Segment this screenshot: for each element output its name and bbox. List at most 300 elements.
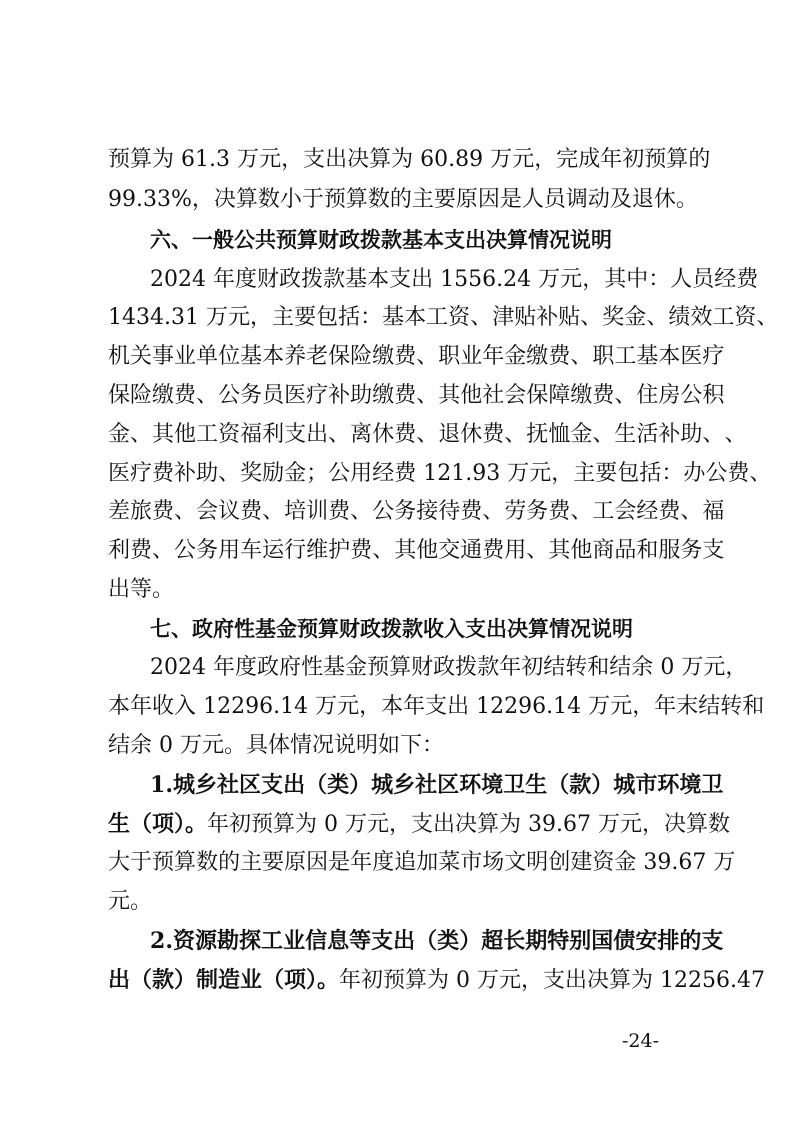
glyph bbox=[174, 148, 181, 172]
glyph bbox=[531, 268, 538, 292]
glyph bbox=[206, 656, 213, 680]
glyph: 贴 bbox=[514, 305, 537, 330]
glyph: 行 bbox=[284, 538, 307, 563]
glyph: 业 bbox=[460, 344, 483, 369]
glyph: 类 bbox=[327, 772, 350, 798]
glyph: 积 bbox=[702, 383, 725, 408]
glyph: 市 bbox=[635, 772, 658, 798]
glyph: ： bbox=[648, 267, 671, 292]
glyph: 为 bbox=[152, 147, 175, 172]
glyph: 费 bbox=[482, 422, 505, 447]
glyph: 离 bbox=[350, 422, 373, 447]
glyph: ， bbox=[534, 147, 557, 172]
glyph: 、 bbox=[416, 422, 439, 447]
glyph: 助 bbox=[680, 422, 703, 447]
glyph: 奖 bbox=[602, 305, 625, 330]
glyph: 4 bbox=[567, 694, 582, 719]
glyph: 金 bbox=[108, 422, 131, 447]
glyph: （ bbox=[415, 928, 438, 954]
body-text-line bbox=[108, 850, 736, 875]
glyph: 务 bbox=[196, 538, 219, 563]
glyph: 补 bbox=[536, 305, 559, 330]
glyph: 、 bbox=[130, 422, 153, 447]
glyph: . bbox=[273, 694, 281, 719]
glyph: 拨 bbox=[455, 655, 478, 680]
glyph: 工 bbox=[592, 499, 615, 524]
glyph: 收 bbox=[152, 694, 175, 719]
glyph: 9 bbox=[518, 694, 533, 719]
glyph: 度 bbox=[235, 267, 258, 292]
glyph: 待 bbox=[438, 499, 461, 524]
glyph: 本 bbox=[262, 344, 285, 369]
glyph: 保 bbox=[328, 344, 351, 369]
glyph: 度 bbox=[372, 850, 395, 875]
glyph: 万 bbox=[538, 267, 561, 292]
glyph: 障 bbox=[548, 383, 571, 408]
glyph: 主 bbox=[240, 850, 263, 875]
glyph: 5 bbox=[454, 267, 469, 292]
glyph: 其 bbox=[438, 383, 461, 408]
glyph: 、 bbox=[570, 344, 593, 369]
glyph: 原 bbox=[284, 850, 307, 875]
glyph: 余 bbox=[631, 655, 654, 680]
glyph: 员 bbox=[262, 383, 285, 408]
text-run: 年初预算为 0 万元，支出决算为 39.67 万元，决算数 bbox=[207, 812, 730, 837]
glyph: 基 bbox=[240, 344, 263, 369]
glyph: 用 bbox=[350, 461, 373, 486]
glyph: 、 bbox=[174, 499, 197, 524]
glyph: 城 bbox=[613, 772, 636, 798]
glyph: 务 bbox=[680, 538, 703, 563]
glyph: 2 bbox=[504, 694, 519, 719]
body-text-line bbox=[150, 655, 748, 680]
glyph: 年 bbox=[600, 147, 623, 172]
glyph: 费 bbox=[548, 499, 571, 524]
glyph: 公 bbox=[372, 499, 395, 524]
glyph: 护 bbox=[328, 538, 351, 563]
glyph: 转 bbox=[720, 694, 743, 719]
glyph: 场 bbox=[482, 850, 505, 875]
glyph: 2 bbox=[231, 694, 246, 719]
glyph: 费 bbox=[592, 383, 615, 408]
glyph: . bbox=[465, 461, 473, 486]
glyph: 资 bbox=[218, 422, 241, 447]
item-heading-tail: 出（款）制造业（项）。 bbox=[108, 967, 340, 993]
glyph: 于 bbox=[130, 850, 153, 875]
glyph: 2 bbox=[178, 267, 192, 292]
glyph: 源 bbox=[195, 928, 218, 954]
glyph: 环 bbox=[657, 772, 680, 798]
glyph: ， bbox=[250, 305, 273, 330]
glyph: 城 bbox=[371, 772, 394, 798]
glyph: 6 bbox=[259, 694, 274, 719]
glyph: 6 bbox=[482, 267, 497, 292]
glyph: 经 bbox=[714, 267, 737, 292]
glyph: 1 bbox=[476, 694, 491, 719]
glyph bbox=[581, 695, 588, 719]
glyph: 初 bbox=[622, 147, 645, 172]
glyph: 、 bbox=[470, 305, 493, 330]
glyph: 费 bbox=[727, 461, 750, 486]
body-text-line bbox=[108, 812, 730, 836]
glyph: 3 bbox=[486, 461, 501, 486]
glyph: 他 bbox=[416, 538, 439, 563]
body-text-line bbox=[108, 694, 765, 719]
glyph: 奖 bbox=[240, 461, 263, 486]
glyph: 万 bbox=[588, 694, 611, 719]
glyph: 险 bbox=[350, 344, 373, 369]
glyph: 末 bbox=[676, 694, 699, 719]
glyph: 本 bbox=[404, 305, 427, 330]
glyph: 贴 bbox=[558, 305, 581, 330]
body-text-line bbox=[108, 422, 747, 447]
glyph: 活 bbox=[636, 422, 659, 447]
glyph: ： bbox=[661, 461, 684, 486]
glyph: 中 bbox=[626, 267, 649, 292]
glyph: 、 bbox=[570, 499, 593, 524]
glyph: 9 bbox=[245, 694, 260, 719]
glyph: 劳 bbox=[504, 499, 527, 524]
glyph: 8 bbox=[455, 147, 470, 172]
glyph: 括 bbox=[639, 461, 662, 486]
item-heading-line bbox=[150, 772, 724, 798]
glyph: 基 bbox=[636, 344, 659, 369]
glyph: 万 bbox=[507, 461, 530, 486]
glyph: 资 bbox=[734, 305, 757, 330]
glyph: 费 bbox=[482, 538, 505, 563]
glyph: 位 bbox=[218, 344, 241, 369]
glyph: 预 bbox=[644, 147, 667, 172]
glyph: 为 bbox=[391, 147, 414, 172]
body-text-line bbox=[108, 968, 765, 992]
glyph: ： bbox=[360, 305, 383, 330]
glyph: 乡 bbox=[393, 772, 416, 798]
glyph: 、 bbox=[702, 422, 725, 447]
glyph: 培 bbox=[284, 499, 307, 524]
glyph: 3 bbox=[643, 850, 658, 875]
glyph: ， bbox=[582, 267, 605, 292]
item-heading-tail: 生（项）。 bbox=[108, 811, 208, 837]
glyph: 公 bbox=[328, 461, 351, 486]
glyph: 结 bbox=[543, 655, 566, 680]
glyph: 社 bbox=[217, 772, 240, 798]
glyph: 休 bbox=[460, 422, 483, 447]
glyph: 卫 bbox=[701, 772, 724, 798]
glyph: 人 bbox=[670, 267, 693, 292]
glyph: 类 bbox=[437, 928, 460, 954]
section-heading: 六、一般公共预算财政拨款基本支出决算情况说明 bbox=[150, 228, 612, 252]
glyph: 公 bbox=[680, 383, 703, 408]
glyph: 出 bbox=[393, 928, 416, 954]
body-text-line bbox=[108, 383, 725, 408]
glyph: 2 bbox=[150, 267, 164, 292]
glyph: 年 bbox=[213, 655, 236, 680]
glyph: 社 bbox=[415, 772, 438, 798]
glyph: 基 bbox=[323, 655, 346, 680]
glyph: 年 bbox=[403, 694, 426, 719]
glyph: 费 bbox=[658, 499, 681, 524]
glyph: 公 bbox=[705, 461, 728, 486]
glyph: 入 bbox=[174, 694, 197, 719]
section-heading: 七、政府性基金预算财政拨款收入支出决算情况说明 bbox=[150, 617, 633, 641]
glyph: 、 bbox=[580, 305, 603, 330]
glyph: 元 bbox=[337, 694, 360, 719]
glyph: （ bbox=[547, 772, 570, 798]
glyph: ， bbox=[281, 147, 304, 172]
glyph: 1 bbox=[195, 147, 210, 172]
glyph: 2 bbox=[150, 928, 166, 954]
glyph: 主 bbox=[573, 461, 596, 486]
glyph: 政 bbox=[433, 655, 456, 680]
body-text-line bbox=[108, 461, 772, 486]
glyph: 、 bbox=[614, 383, 637, 408]
glyph bbox=[500, 462, 507, 486]
glyph: 完 bbox=[556, 147, 579, 172]
glyph: 津 bbox=[492, 305, 515, 330]
glyph: 训 bbox=[306, 499, 329, 524]
glyph: 其 bbox=[152, 422, 175, 447]
glyph: 府 bbox=[279, 655, 302, 680]
body-text-line: 结余 0 万元。具体情况说明如下： bbox=[108, 733, 444, 758]
glyph: 主 bbox=[272, 305, 295, 330]
glyph: 其 bbox=[394, 538, 417, 563]
glyph: 资 bbox=[592, 850, 615, 875]
glyph: 2 bbox=[217, 694, 232, 719]
glyph: 金 bbox=[614, 850, 637, 875]
glyph: 房 bbox=[658, 383, 681, 408]
glyph: 品 bbox=[614, 538, 637, 563]
glyph: 费 bbox=[350, 538, 373, 563]
glyph: 抚 bbox=[526, 422, 549, 447]
glyph: . bbox=[671, 850, 679, 875]
glyph: 探 bbox=[239, 928, 262, 954]
glyph: 7 bbox=[692, 850, 707, 875]
glyph: 初 bbox=[521, 655, 544, 680]
glyph: 要 bbox=[262, 850, 285, 875]
glyph: 9 bbox=[657, 850, 672, 875]
glyph: 老 bbox=[306, 344, 329, 369]
glyph: 文 bbox=[504, 850, 527, 875]
glyph: 创 bbox=[548, 850, 571, 875]
glyph: 别 bbox=[569, 928, 592, 954]
glyph: 长 bbox=[503, 928, 526, 954]
glyph: 元 bbox=[610, 694, 633, 719]
glyph: 1 bbox=[150, 772, 166, 798]
glyph: 机 bbox=[108, 344, 131, 369]
glyph: 退 bbox=[438, 422, 461, 447]
glyph: 差 bbox=[108, 499, 131, 524]
glyph: . bbox=[164, 305, 171, 330]
glyph: 2 bbox=[503, 267, 518, 292]
glyph bbox=[433, 268, 440, 292]
body-text-line: 元。 bbox=[108, 889, 153, 914]
glyph: 金 bbox=[570, 422, 593, 447]
glyph: 1 bbox=[440, 267, 455, 292]
glyph: 1 bbox=[185, 305, 199, 330]
glyph: 元 bbox=[703, 655, 726, 680]
glyph: 单 bbox=[196, 344, 219, 369]
glyph bbox=[199, 306, 206, 330]
glyph: 工 bbox=[614, 344, 637, 369]
glyph: 励 bbox=[262, 461, 285, 486]
glyph: 车 bbox=[240, 538, 263, 563]
glyph: 、 bbox=[372, 538, 395, 563]
glyph: 元 bbox=[259, 147, 282, 172]
glyph: 超 bbox=[481, 928, 504, 954]
glyph: 城 bbox=[172, 772, 195, 798]
glyph: 和 bbox=[742, 694, 765, 719]
glyph: 的 bbox=[218, 850, 241, 875]
glyph: 、 bbox=[416, 344, 439, 369]
glyph: 4 bbox=[294, 694, 309, 719]
glyph: 利 bbox=[108, 538, 131, 563]
glyph: 款 bbox=[477, 655, 500, 680]
glyph: 效 bbox=[690, 305, 713, 330]
glyph: 、 bbox=[218, 461, 241, 486]
glyph: 要 bbox=[294, 305, 317, 330]
glyph: 成 bbox=[578, 147, 601, 172]
glyph: 算 bbox=[174, 850, 197, 875]
glyph: 、 bbox=[504, 422, 527, 447]
glyph: 费 bbox=[548, 344, 571, 369]
glyph: 拨 bbox=[301, 267, 324, 292]
glyph bbox=[653, 656, 660, 680]
glyph: 养 bbox=[284, 344, 307, 369]
glyph: 万 bbox=[237, 147, 260, 172]
glyph: 、 bbox=[482, 499, 505, 524]
glyph: 、 bbox=[152, 538, 175, 563]
glyph: 4 bbox=[122, 305, 136, 330]
glyph: 万 bbox=[206, 305, 229, 330]
glyph: 2 bbox=[178, 655, 192, 680]
glyph: 务 bbox=[240, 383, 263, 408]
glyph: 年 bbox=[213, 267, 236, 292]
glyph: 疗 bbox=[306, 383, 329, 408]
glyph: 保 bbox=[526, 383, 549, 408]
glyph: 预 bbox=[367, 655, 390, 680]
glyph: 政 bbox=[279, 267, 302, 292]
glyph: 0 bbox=[164, 655, 178, 680]
glyph: ） bbox=[591, 772, 614, 798]
glyph: 恤 bbox=[548, 422, 571, 447]
glyph: 境 bbox=[679, 772, 702, 798]
glyph: 办 bbox=[683, 461, 706, 486]
glyph bbox=[206, 268, 213, 292]
body-text-line: 出等。 bbox=[108, 577, 175, 602]
glyph: 、 bbox=[196, 383, 219, 408]
body-text-line bbox=[108, 538, 725, 563]
glyph: 休 bbox=[372, 422, 395, 447]
glyph: 境 bbox=[481, 772, 504, 798]
glyph: 5 bbox=[468, 267, 483, 292]
glyph: 度 bbox=[235, 655, 258, 680]
glyph: 4 bbox=[192, 267, 206, 292]
glyph: 基 bbox=[345, 267, 368, 292]
glyph: 万 bbox=[681, 655, 704, 680]
glyph: 国 bbox=[591, 928, 614, 954]
glyph: 出 bbox=[325, 147, 348, 172]
glyph: . bbox=[448, 147, 456, 172]
glyph bbox=[196, 695, 203, 719]
glyph: 公 bbox=[174, 538, 197, 563]
glyph: 医 bbox=[284, 383, 307, 408]
glyph: 费 bbox=[394, 422, 417, 447]
glyph: 6 bbox=[678, 850, 693, 875]
glyph: 结 bbox=[698, 694, 721, 719]
glyph: ， bbox=[551, 461, 574, 486]
glyph: 性 bbox=[301, 655, 324, 680]
glyph: 3 bbox=[171, 305, 185, 330]
glyph bbox=[636, 851, 643, 875]
glyph: 险 bbox=[130, 383, 153, 408]
glyph: 款 bbox=[323, 267, 346, 292]
glyph: 、 bbox=[526, 538, 549, 563]
glyph: 费 bbox=[174, 383, 197, 408]
body-text-line bbox=[108, 499, 725, 524]
glyph: 数 bbox=[196, 850, 219, 875]
body-text-line bbox=[108, 344, 725, 369]
glyph: 费 bbox=[328, 499, 351, 524]
glyph: 乡 bbox=[195, 772, 218, 798]
glyph: 福 bbox=[240, 422, 263, 447]
glyph: 、 bbox=[724, 422, 747, 447]
glyph: 区 bbox=[437, 772, 460, 798]
glyph: 环 bbox=[459, 772, 482, 798]
glyph: 的 bbox=[688, 147, 711, 172]
glyph: 包 bbox=[316, 305, 339, 330]
glyph: 事 bbox=[152, 344, 175, 369]
glyph: 万 bbox=[713, 850, 736, 875]
glyph: 接 bbox=[416, 499, 439, 524]
glyph: 他 bbox=[570, 538, 593, 563]
glyph: 财 bbox=[257, 267, 280, 292]
glyph bbox=[308, 695, 315, 719]
glyph: 疗 bbox=[130, 461, 153, 486]
glyph: 年 bbox=[482, 344, 505, 369]
glyph: 信 bbox=[305, 928, 328, 954]
glyph: 会 bbox=[504, 383, 527, 408]
glyph: 工 bbox=[261, 928, 284, 954]
glyph: 9 bbox=[469, 147, 484, 172]
body-text-line: 99.33%，决算数小于预算数的主要原因是人员调动及退休。 bbox=[108, 187, 698, 212]
glyph: 期 bbox=[525, 928, 548, 954]
glyph: 出 bbox=[411, 267, 434, 292]
glyph: . bbox=[209, 147, 217, 172]
glyph: ， bbox=[359, 694, 382, 719]
glyph: 保 bbox=[108, 383, 131, 408]
text-run: 年初预算为 0 万元，支出决算为 12256.47 bbox=[339, 968, 765, 993]
glyph: 建 bbox=[570, 850, 593, 875]
glyph: ， bbox=[725, 655, 748, 680]
glyph: 福 bbox=[702, 499, 725, 524]
glyph: 他 bbox=[460, 383, 483, 408]
glyph: 算 bbox=[369, 147, 392, 172]
glyph: 4 bbox=[517, 267, 532, 292]
glyph: 公 bbox=[218, 383, 241, 408]
glyph: 基 bbox=[382, 305, 405, 330]
glyph: 1 bbox=[108, 305, 122, 330]
item-heading-line bbox=[150, 928, 724, 954]
glyph: 经 bbox=[372, 461, 395, 486]
glyph: 6 bbox=[420, 147, 435, 172]
glyph bbox=[413, 148, 420, 172]
glyph: 出 bbox=[283, 772, 306, 798]
glyph: 用 bbox=[218, 538, 241, 563]
glyph: 医 bbox=[680, 344, 703, 369]
glyph: 转 bbox=[565, 655, 588, 680]
glyph: 务 bbox=[394, 499, 417, 524]
glyph: 支 bbox=[425, 694, 448, 719]
